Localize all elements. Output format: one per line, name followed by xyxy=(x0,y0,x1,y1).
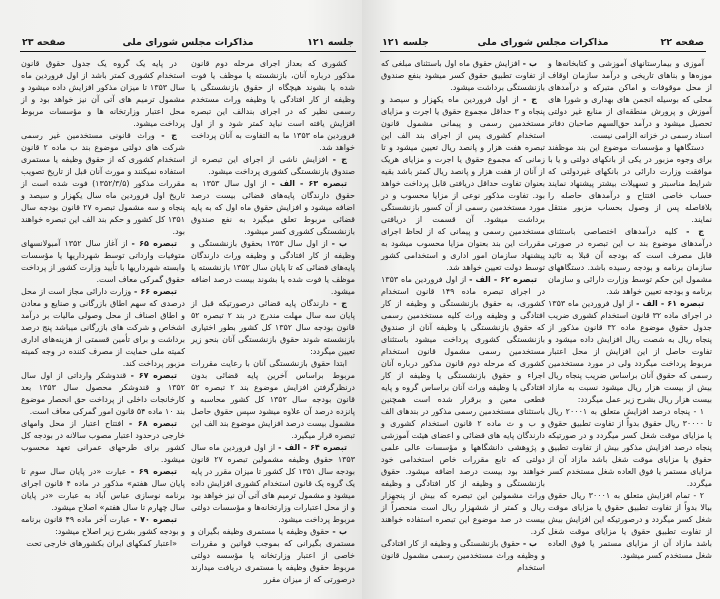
paragraph xyxy=(548,298,712,406)
paragraph xyxy=(191,442,355,526)
clause-heading: ب - xyxy=(332,527,347,536)
publication-title: مذاکرات مجلس شورای ملی xyxy=(122,37,254,48)
clause-heading: تبصره ۶۶ - xyxy=(133,287,177,296)
page-header xyxy=(380,36,706,52)
page-header xyxy=(20,36,356,52)
paragraph xyxy=(21,418,185,466)
paragraph xyxy=(191,298,355,358)
paragraph xyxy=(191,238,355,298)
paragraph xyxy=(21,130,185,238)
paragraph-text: عبارت «در پایان سال سوم تا پایان سال هفتم» مذکور در ماده ۴ قانون اجرای برنامه نوسازی عباس آباد به عبارت «در پایان سال چهارم تا سال هفتم» اصلاح میشود. xyxy=(21,467,185,512)
clause-heading: ج - xyxy=(333,299,347,308)
paragraph xyxy=(548,142,712,226)
page-number: صفحه ۲۳ xyxy=(22,37,66,48)
text-column-right xyxy=(191,58,355,586)
paragraph-text: حقوق وظیفه یا مستمری وظیفه بگیران و مستمری بگیرانی که بموجب قوانین و مقررات خاصی از اعتبار وزارتخانه یا مؤسسه دولتی مربوط حقوق وظیفه یا مستمری دریافت میدارند درصورتی که از میزان مقرر xyxy=(191,527,355,584)
paragraph xyxy=(21,370,185,418)
paragraph-text: «اعتبار کمکهای ایران بکشورهای خارجی تحت xyxy=(26,539,177,548)
text-column-left xyxy=(21,58,185,550)
paragraph xyxy=(381,58,545,94)
paragraph-text: از اول فروردین ماه ۱۳۵۳ در اجرای ماده ۳۲ قانون استخدام کشوری ضریب جدول حقوق موضوع ماده ۳۲ قانون مذکور از پنجاه ریال به شصت ریال افزایش داده میشود و تفاوت حاصل از این افزایش از محل اعتبار مربوط پرداخت میگردد ولی در مورد مستخدمین رسمی که حقوق آنان براساس ضریب پنجاه ریال بیش از بیست هزار ریال میشود نسبت به مازاد بیست هزار ریال بشرح زیر عمل میگردد: xyxy=(548,299,713,404)
clause-heading: تبصره ۶۵ - xyxy=(131,239,178,248)
paragraph-text: حقوق بازنشستگی و وظیفه از کار افتادگی و وظیفه وراث مستخدمین رسمی مشمول قانون استخدام xyxy=(381,539,545,572)
paragraph-text: وزارت دارائی مجاز است از محل درصدی که سهم اطاق بازرگانی و صنایع و معادن و اطاق اصناف از محل وصولی مالیات بر درآمد اشخاص و شرکت های بازرگانی میباشد پنج درصد برداشت و برای تأمین قسمتی از هزینه‌های اداری کمیته ملی حمایت از مصرف کننده در وجه کمیته مزبور پرداخت کند. xyxy=(21,287,185,368)
clause-heading: ب - xyxy=(522,59,537,68)
paragraph xyxy=(191,58,355,154)
paragraph xyxy=(21,286,185,370)
paragraph-text: افزایش ناشی از اجرای این تبصره از صندوق بازنشستگی کشوری پرداخت میشود. xyxy=(191,155,355,176)
paragraph-text: از آغاز سال ۱۳۵۲ آمبولانسهای متوفیات وارداتی توسط شهرداریها یا مؤسسات وابسته شهرداریها با تأیید وزارت کشور از پرداخت حقوق گمرکی معاف است. xyxy=(21,239,185,284)
session-number: جلسه ۱۲۱ xyxy=(382,37,429,48)
clause-heading: ج - xyxy=(686,227,704,236)
text-column-left xyxy=(381,58,545,574)
clause-heading: تبصره ۶۳ - الف - xyxy=(271,179,347,188)
right-page xyxy=(362,0,720,599)
paragraph-text: افتتاح اعتبار از محل وامهای خارجی درحدود اعتبار مصوب سالانه در بودجه کل کشور برای طرحهای عمرانی تعهد محسوب میشود. xyxy=(21,419,185,464)
paragraph-text: از اول فروردین ماه سال ۱۳۵۳ حقوق وظیفه مشمولین تبصره ۲۷ قانون بودجه سال ۱۳۵۱ کل کشور تا میزان مقرر در پایه یک گروه یک قانون استخدام کشوری افزایش داده میشود و مشمول ترمیم های آتی آن نیز خواهد بود و از محل اعتبارات وزارتخانه‌ها و مؤسسات دولتی مربوط پرداخت میشود. xyxy=(191,443,355,524)
paragraph xyxy=(381,94,545,274)
paragraph xyxy=(191,358,355,442)
clause-heading: ج - xyxy=(523,95,537,104)
clause-heading: تبصره ۶۹ - xyxy=(130,467,177,476)
clause-heading: تبصره ۶۷ - xyxy=(130,371,177,380)
paragraph xyxy=(191,154,355,178)
paragraph-text: از اول فروردین ماه ۱۳۵۳ در اجرای تبصره ماده ۱۴۹ قانون استخدام کشوری، به حقوق بازنشستگی و وظیفه از کار افتادگی و وظیفه وراث کلیه مستخدمین رسمی که حقوق بازنشستگی یا وظیفه آنان از صندوق بازنشستگی کشوری پرداخت میشود باستثنای مستخدمین رسمی مشمول قانون استخدام کشوری که مرحله دوم قانون مذکور درباره آنان اجراء و حقوق بازنشستگی یا وظیفه از کار افتادگی یا وظیفه وراث آنان براساس گروه و پایه قطعی معین و برقرار شده است همچنین باستثنای مستخدمین رسمی مذکور در بندهای الف و ب و ث ماده ۲ قانون استخدام کشوری و دارندگان پایه های قضائی و اعضای هیئت آموزشی و پژوهشی دانشگاهها و مؤسسات عالی علمی دولتی که تابع مقررات خاص استخدامی خود خواهند بود بیست درصد اضافه میشود. حقوق بازنشستگی و وظیفه از کار افتادگی و وظیفه وراث مشمولین این تبصره که بیش از پنجهزار ریال و کمتر از ششهزار ریال است منحصراً از بیست در صد موضوع این تبصره استفاده خواهند کرد. xyxy=(381,275,546,536)
paragraph-text: دستگاهها و مؤسسات موضوع این بند موظفند برای وجوه مزبور در یکی از بانکهای دولتی و یا با موافقت وزارت دارائی در بانکهای غیردولتی که شرایط مناسبتر و تسهیلات بیشتر پیشنهاد نمایند حساب خاصی افتتاح و درآمدهای حاصله را بلافاصله پس از وصول بحساب مزبور منتقل نمایند. xyxy=(548,143,712,224)
paragraph xyxy=(21,514,185,538)
clause-heading: ج - xyxy=(161,131,177,140)
paragraph-text: عبارت آخر ماده ۴۹ قانون برنامه و بودجه کشور بشرح زیر اصلاح میشود: xyxy=(21,515,185,536)
session-number: جلسه ۱۲۱ xyxy=(307,37,354,48)
paragraph xyxy=(381,274,545,538)
clause-heading: ب - xyxy=(522,539,537,548)
paragraph-text: ۱ - پنجاه درصد افزایش متعلق به ۲۰۰۰۱ ریال تا ۳۰۰۰۰ ریال حقوق بدواً از تفاوت تطبیق حقوق یا مزایای موقت شغل کسر میگردد و در صورتیکه پنجاه درصد افزایش مذکور بیش از تفاوت تطبیق حقوق یا مزایای موقت شغل باشد مازاد آن از مزایای مستمر یا فوق العاده شغل مستخدم کسر میگردد. xyxy=(548,407,712,488)
text-column-right xyxy=(548,58,712,562)
clause-heading: تبصره ۶۴ - الف - xyxy=(278,443,347,452)
paragraph xyxy=(21,538,185,550)
paragraph-text: ابتدا حقوق بازنشستگی آنان با رعایت مقررات مربوط براساس آخرین پایه قضائی بدون درنظرگرفتن افزایش موضوع بند ۲ تبصره ۵۲ قانون بودجه سال ۱۳۵۲ کل کشور محاسبه و پانزده درصد آن علاوه میشود سپس حقوق حاصل مشمول بیست درصد افزایش موضوع بند الف این تبصره قرار میگیرد. xyxy=(191,359,356,440)
paragraph xyxy=(191,526,355,586)
paragraph-text: کشوری که بعداز اجرای مرحله دوم قانون مذکور درباره آنان، بازنشسته یا موظف یا فوت شده یا بشوند هیچگاه از حقوق بازنشستگی یا وظیفه از کار افتادگی یا وظیفه وراث مستخدم رسمی نظیر که در اجرای بندالف این تبصره افزایش یافته است نباید کمتر شود و از اول فروردین ماه ۱۳۵۳ ما به التفاوت به آنان پرداخت خواهد شد. xyxy=(191,59,356,152)
paragraph xyxy=(548,490,712,562)
paragraph-text: قندوشکر وارداتی از اول سال ۱۳۵۲ و قندوشکر محصول سال ۱۳۵۳ بعد کارخانجات داخلی از پرداخت حق انحصار موضوع بند ۱۰ ماده ۵۴ قانون امور گمرکی معاف است. xyxy=(21,371,186,416)
paragraph-text: افزایش حقوق ماه اول باستثنای مبلغی که از تفاوت تطبیق حقوق کسر میشود بنفع صندوق بازنشستگی برداشت میشود. xyxy=(381,59,545,92)
paragraph-text: وراث قانونی مستخدمین غیر رسمی شرکت های دولتی موضوع بند ب ماده ۲ قانون استخدام کشوری که از حقوق وظیفه یا مستمری استفاده نمیکنند و مورث آنان قبل از تاریخ تصویب مقررات مذکور (۱۳۵۲/۳/۵) فوت شده است از تاریخ اول فروردین ماه سال یکهزار و سیصد و پنجاه و سه مشمول تبصره ۲۷ قانون بودجه سال ۱۳۵۱ کل کشور و حکم بند الف این تبصره خواهند بود. xyxy=(21,131,186,236)
paragraph-text: کلیه درآمدهای اختصاصی باستثنای درآمدهای موضوع بند ب این تبصره در صورتی قابل مصرف است که بودجه آن قبلا به تائید سازمان برنامه و بودجه رسیده باشد. دستگاههای مشمول این حکم توسط وزارت دارائی و سازمان برنامه و بودجه تعیین خواهد شد. xyxy=(548,227,712,296)
paragraph xyxy=(548,406,712,490)
paragraph-text: آموزی و بیمارستانهای آموزشی و کتابخانه‌ها و موزه‌ها و بناهای تاریخی و درآمد سازمان اوقاف از محل موقوفات و اماکن متبرکه و درآمدهای محلی که بوسیله انجمن های بهداری و شورا های آموزش و پرورش منطقه‌ای از منابع غیر دولتی تحصیل میشود و درآمد حق‌السهم صاحبان دفاتر اسناد رسمی در خزانه الزامی نیست. xyxy=(548,59,712,140)
clause-heading: تبصره ۶۸ - xyxy=(128,419,177,428)
paragraph-text: از اول فروردین ماه یکهزار و سیصد و پنجاه و ۳ حداقل مجموع حقوق یا اجرت و مزایای مستخدمین رسمی و پیمانی مشمول قانون استخدام کشوری پس از اجرای بند الف این تبصره هفت هزار و پانصد ریال تعیین میشود و تا زمانی که مجموع حقوق یا اجرت و مزایای هریک از آنان از هفت هزار و پانصد ریال کمتر باشد بقیه بعنوان تفاوت حداقل دریافتی قابل پرداخت خواهد بود. تفاوت مذکور نوعی از مزایا محسوب و در مورد مستخدمین رسمی از آن کسور بازنشستگی برداشت میشود. آن قسمت از دریافتی مستخدمین رسمی و پیمانی که از لحاظ اجرای مقررات این بند بعنوان مزایا محسوب میشود به پیشنهاد سازمان امور اداری و استخدامی کشور توسط دولت تعیین خواهد شد. xyxy=(381,95,545,272)
paragraph-text: در پایه یک گروه یک جدول حقوق قانون استخدام کشوری کمتر باشد از اول فروردین ماه سال ۱۳۵۳ تا میزان مذکور افزایش داده میشود و مشمول ترمیم های آتی آن نیز خواهد بود و از محل اعتبار وزارتخانه ها و مؤسسات مربوط پرداخت میشود. xyxy=(21,59,186,128)
clause-heading: تبصره ۶۲ - الف - xyxy=(469,275,537,284)
paragraph-text: از اول سال ۱۳۵۳ بحقوق بازنشستگی و وظیفه از کار افتادگی و وظیفه وراث دارندگان پایه‌های قضائی که تا پایان سال ۱۳۵۲ بازنشسته یا موظف یا فوت شده یا بشوند بیست درصد اضافه میشود. xyxy=(191,239,355,296)
clause-heading: تبصره ۷۰ - xyxy=(133,515,178,524)
paragraph-text: دارندگان پایه قضائی درصورتیکه قبل از پایان سه سال مهلت مندرج در بند ۲ تبصره ۵۲ قانون بودجه سال ۱۳۵۲ کل کشور بطور اختیاری بازنشسته شوند حقوق بازنشستگی آنان بنحو زیر تعیین میگردد: xyxy=(191,299,356,356)
clause-heading: ب - xyxy=(331,239,347,248)
publication-title: مذاکرات مجلس شورای ملی xyxy=(477,37,609,48)
paragraph xyxy=(21,58,185,130)
paragraph-text: از اول سال ۱۳۵۳ به حقوق دارندگان پایه‌های قضائی بیست درصد اضافه میشود و افزایش حقوق ماه اول که به پایه قضائی مربوط تعلق میگیرد به نفع صندوق بازنشستگی کشوری کسر میشود. xyxy=(191,179,355,236)
page-number: صفحه ۲۲ xyxy=(660,37,704,48)
paragraph xyxy=(21,238,185,286)
paragraph xyxy=(548,226,712,298)
paragraph xyxy=(548,58,712,142)
paragraph xyxy=(21,466,185,514)
paragraph-text: ۲ - تمام افزایش متعلق به ۳۰۰۰۱ ریال حقوق ببالا بدواً از تفاوت تطبیق حقوق یا مزایای موقت شغل کسر میگردد و درصورتیکه این افزایش بیش از تفاوت تطبیق حقوق یا مزایای موقت شغل باشد مازاد آن از مزایای مستمر یا فوق العاده شغل مستخدم کسر میشود. xyxy=(548,491,712,560)
paragraph xyxy=(191,178,355,238)
paragraph xyxy=(381,538,545,574)
clause-heading: تبصره ۶۱ - الف - xyxy=(636,299,704,308)
clause-heading: ج - xyxy=(332,155,348,164)
